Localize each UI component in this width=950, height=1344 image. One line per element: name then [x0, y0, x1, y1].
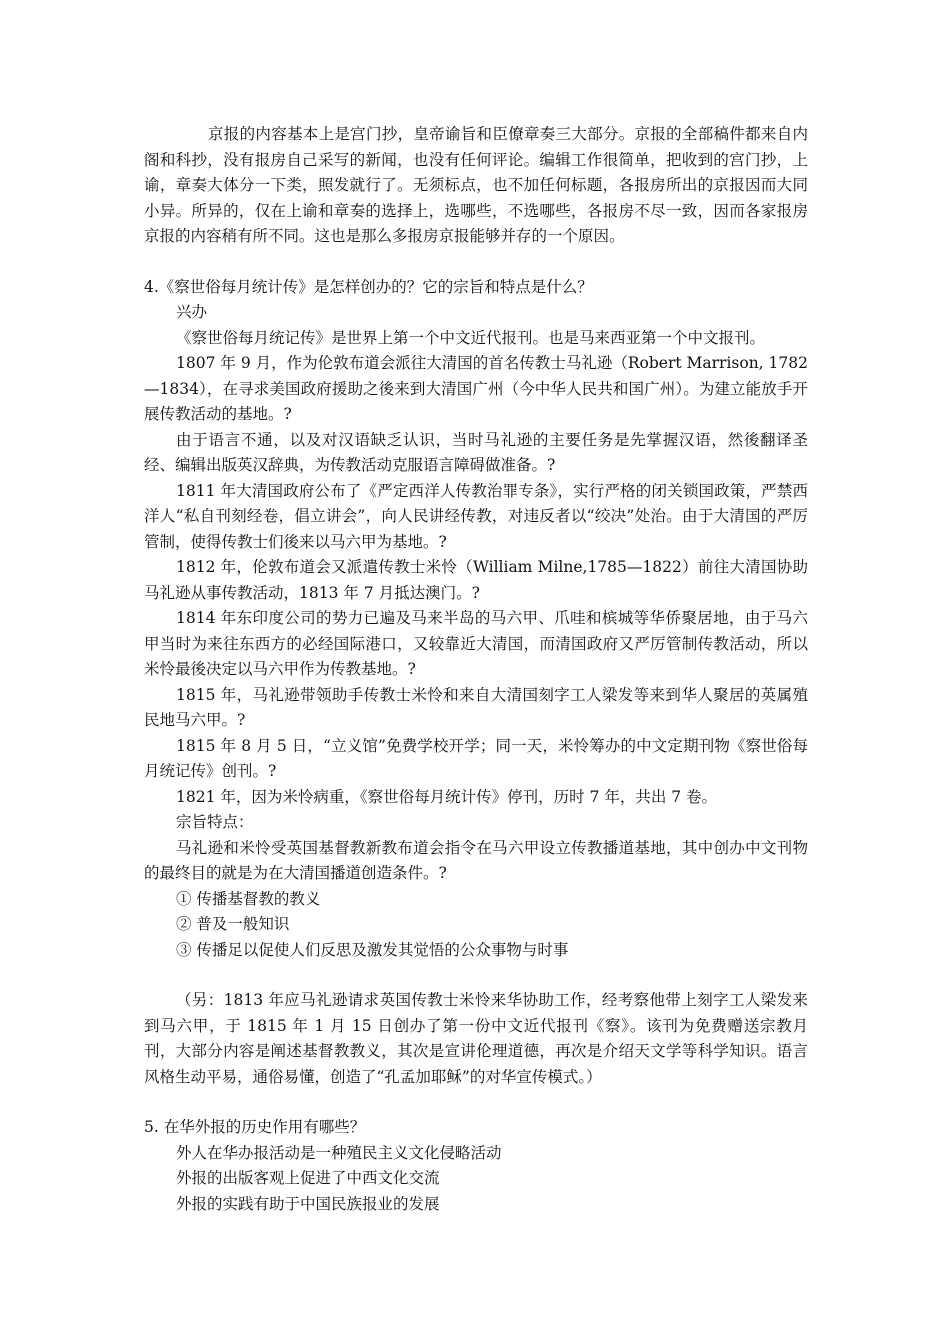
q4-paragraph: 1815 年 8 月 5 日，“立义馆”免费学校开学；同一天，米怜筹办的中文定期刊物《察世俗每月统记传》创刊。? [144, 736, 808, 780]
intro-paragraph: 京报的内容基本上是宫门抄，皇帝谕旨和臣僚章奏三大部分。京报的全部稿件都来自内阁和科抄，没有报房自己采写的新闻，也没有任何评论。编辑工作很简单，把收到的宫门抄，上谕，章奏大体分一下类，照发就行了。无须标点，也不加任何标题，各报房所出的京报因而大同小异。所异的，仅在上谕和章奏的选择上，选哪些，不选哪些，各报房不尽一致，因而各家报房京报的内容稍有所不同。这也是那么多报房京报能够并存的一个原因。 [144, 125, 808, 245]
q4-paragraph: 1812 年，伦敦布道会又派遣传教士米怜（William Milne,1785—1822）前往大清国协助马礼逊从事传教活动，1813 年 7 月抵达澳门。? [144, 558, 808, 602]
q4-paragraph: 1815 年，马礼逊带领助手传教士米怜和来自大清国刻字工人梁发等来到华人聚居的英属殖民地马六甲。? [144, 685, 808, 729]
document-body [144, 122, 808, 1217]
purpose-paragraph: 马礼逊和米怜受英国基督教新教布道会指令在马六甲设立传教播道基地，其中创办中文刊物的最终目的就是为在大清国播道创造条件。? [144, 838, 808, 882]
q4-paragraph: 1807 年 9 月，作为伦敦布道会派往大清国的首名传教士马礼逊（Robert Marrison, 1782—1834），在寻求美国政府援助之後来到大清国广州（今中华人民共和国广州）。为建立能放手开展传教活动的基地。? [144, 354, 808, 423]
purpose-label: 宗旨特点： [176, 813, 254, 831]
q4-paragraph: 1814 年东印度公司的势力已遍及马来半岛的马六甲、爪哇和槟城等华侨聚居地，由于马六甲当时为来往东西方的必经国际港口，又较靠近大清国，而清国政府又严厉管制传教活动，所以米怜最後决定以马六甲作为传教基地。? [144, 609, 808, 678]
spacer [144, 963, 808, 988]
spacer [144, 1090, 808, 1115]
q4-paragraph: 《察世俗每月统记传》是世界上第一个中文近代报刊。也是马来西亚第一个中文报刊。 [176, 328, 766, 347]
q4-paragraph: 1821 年，因为米怜病重，《察世俗每月统计传》停刊，历时 7 年，共出 7 卷。 [176, 787, 718, 806]
founding-label: 兴办 [176, 303, 208, 321]
q5-point: 外人在华办报活动是一种殖民主义文化侵略活动 [176, 1143, 502, 1162]
q4-paragraph: 1811 年大清国政府公布了《严定西洋人传教治罪专条》，实行严格的闭关锁国政策，严禁西洋人“私自刊刻经卷，倡立讲会”，向人民讲经传教，对违反者以“绞决”处治。由于大清国的严厉管制，使得传教士们後来以马六甲为基地。? [144, 481, 808, 551]
question-4-heading: 4.《察世俗每月统计传》是怎样创办的？它的宗旨和特点是什么？ [144, 277, 593, 296]
q5-point: 外报的实践有助于中国民族报业的发展 [176, 1194, 440, 1213]
q5-point: 外报的出版客观上促进了中西文化交流 [176, 1169, 440, 1187]
purpose-point: ③ 传播足以促使人们反思及激发其觉悟的公众事物与时事 [176, 940, 569, 959]
q4-paragraph: 由于语言不通，以及对汉语缺乏认识，当时马礼逊的主要任务是先掌握汉语，然後翻译圣经、编辑出版英汉辞典，为传教活动克服语言障碍做准备。? [144, 430, 808, 474]
spacer [144, 250, 808, 275]
question-5-heading: 5. 在华外报的历史作用有哪些？ [144, 1118, 366, 1136]
supplementary-note: （另：1813 年应马礼逊请求英国传教士米怜来华协助工作，经考察他带上刻字工人梁发来到马六甲，于 1815 年 1 月 15 日创办了第一份中文近代报刊《察》。该刊为免费赠送宗教月刊，大部分内容是阐述基督教教义，其次是宣讲伦理道德，再次是介绍天文学等科学知识。语言风格生动平易，通俗易懂，创造了“孔孟加耶稣”的对华宣传模式。） [144, 991, 808, 1086]
purpose-point: ② 普及一般知识 [176, 915, 290, 933]
purpose-point: ① 传播基督教的教义 [176, 889, 321, 908]
